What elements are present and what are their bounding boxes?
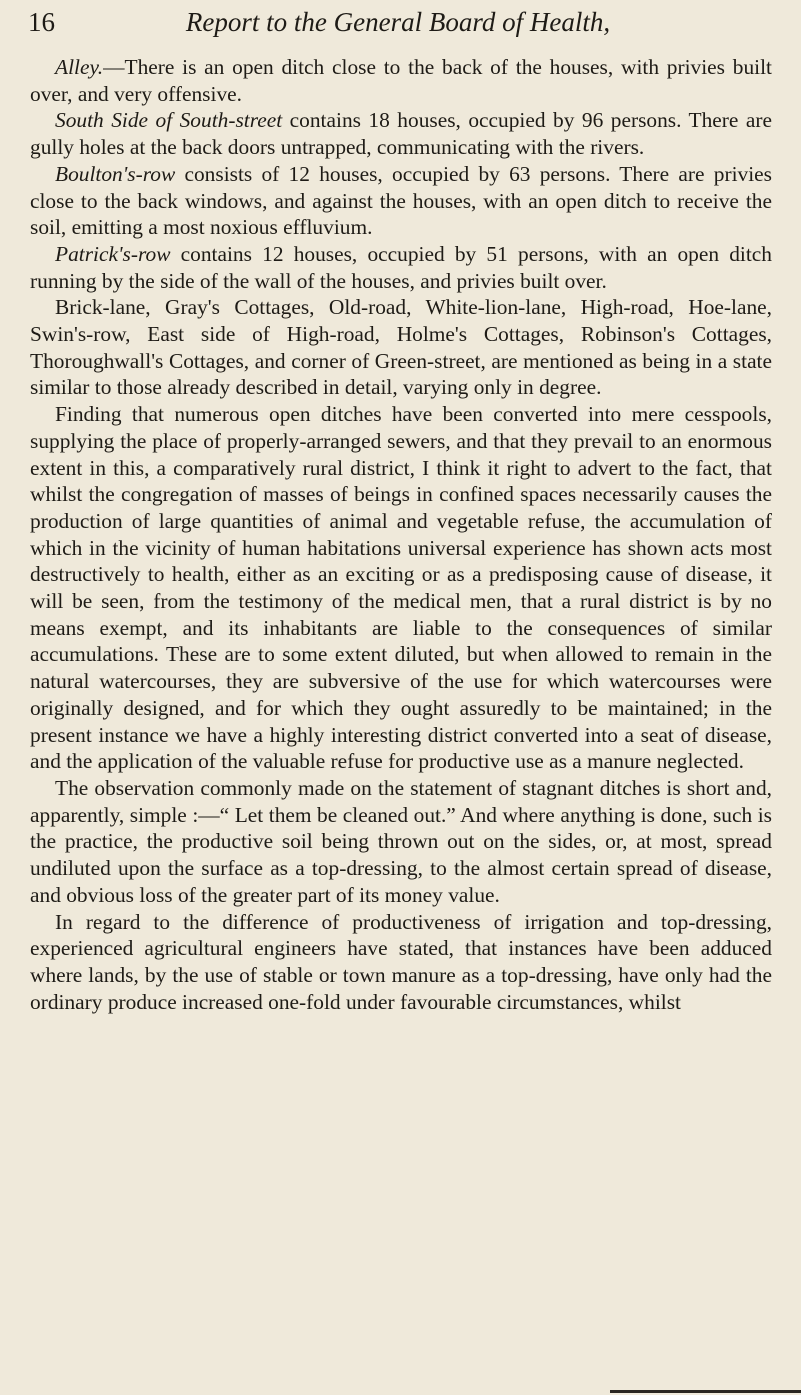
paragraph-lead: Alley. [55,55,104,79]
paragraph-text: contains 18 houses, occupied by 96 persons. There are gully holes at the back doors untrapped, communicating with the rivers. [30,108,773,160]
paragraph-patricks-row [30,241,772,294]
paragraph-text: —There is an open ditch close to the back of the houses, with privies built over, and very offensive. [30,55,772,106]
paragraph-lead: Boulton's-row [55,161,176,186]
paragraph-irrigation [30,909,772,1016]
paragraph-observation [30,775,772,909]
page-number: 16 [28,7,55,37]
paragraph-boultons-row [30,161,772,241]
paragraph-text: contains 12 houses, occupied by 51 persons, with an open ditch running by the side of the wall of the houses, and privies built over. [30,241,772,293]
running-title: Report to the General Board of Health, [185,7,611,37]
body-text [30,54,772,1015]
paragraph-open-ditches [30,401,772,775]
paragraph-text: consists of 12 houses, occupied by 63 persons. There are privies close to the back windows, and against the houses, with an open ditch to receive the soil, emitting a most noxious effluvium. [30,161,772,240]
paragraph-alley [30,54,772,107]
bottom-rule [610,1390,801,1393]
page-header [28,4,768,40]
paragraph-text: The observation commonly made on the statement of stagnant ditches is short and, apparently, simple :—“ Let them be cleaned out.” And where anything is done, such is the practice, the productive soil being thrown out on the sides, or, at most, spread undiluted upon the surface as a top-dressing, to the almost certain spread of disease, and obvious loss of the greater part of its money value. [30,775,772,907]
paragraph-south-street [30,107,772,160]
paragraph-text: Finding that numerous open ditches have been converted into mere cesspools, supplying the place of properly-arranged sewers, and that they prevail to an enormous extent in this, a comparatively rural district, I think it right to advert to the fact, that whilst the congregation of masses of beings in confined spaces necessarily causes the production of large quantities of animal and vegetable refuse, the accumulation of which in the vicinity of human habitations universal experience has shown acts most destructively to health, either as an exciting or as a predisposing cause of disease, it will be seen, from the testimony of the medical men, that a rural district is by no means exempt, and its inhabitants are liable to the consequences of similar accumulations. These are to some extent diluted, but when allowed to remain in the natural watercourses, they are subversive of the use for which watercourses were originally designed, and for which they ought assuredly to be maintained; in the present instance we have a highly interesting district converted into a seat of disease, and the application of the valuable refuse for productive use as a manure neglected. [30,402,772,774]
paragraph-brick-lane [30,294,772,401]
paragraph-lead: Patrick's-row [55,241,171,266]
paragraph-text: In regard to the difference of productiveness of irrigation and top-dressing, experienced agricultural engineers have stated, that instances have been adduced where lands, by the use of stable or town manure as a top-dressing, have only had the ordinary produce increased one-fold under favourable circumstances, whilst [30,909,772,1014]
paragraph-lead: South Side of South-street [55,108,283,133]
paragraph-text: Brick-lane, Gray's Cottages, Old-road, White-lion-lane, High-road, Hoe-lane, Swin's-row, East side of High-road, Holme's Cottages, Robinson's Cottages, Thoroughwall's Cottages, and corner of Green-street, are mentioned as being in a state similar to those already described in detail, varying only in degree. [30,295,772,400]
